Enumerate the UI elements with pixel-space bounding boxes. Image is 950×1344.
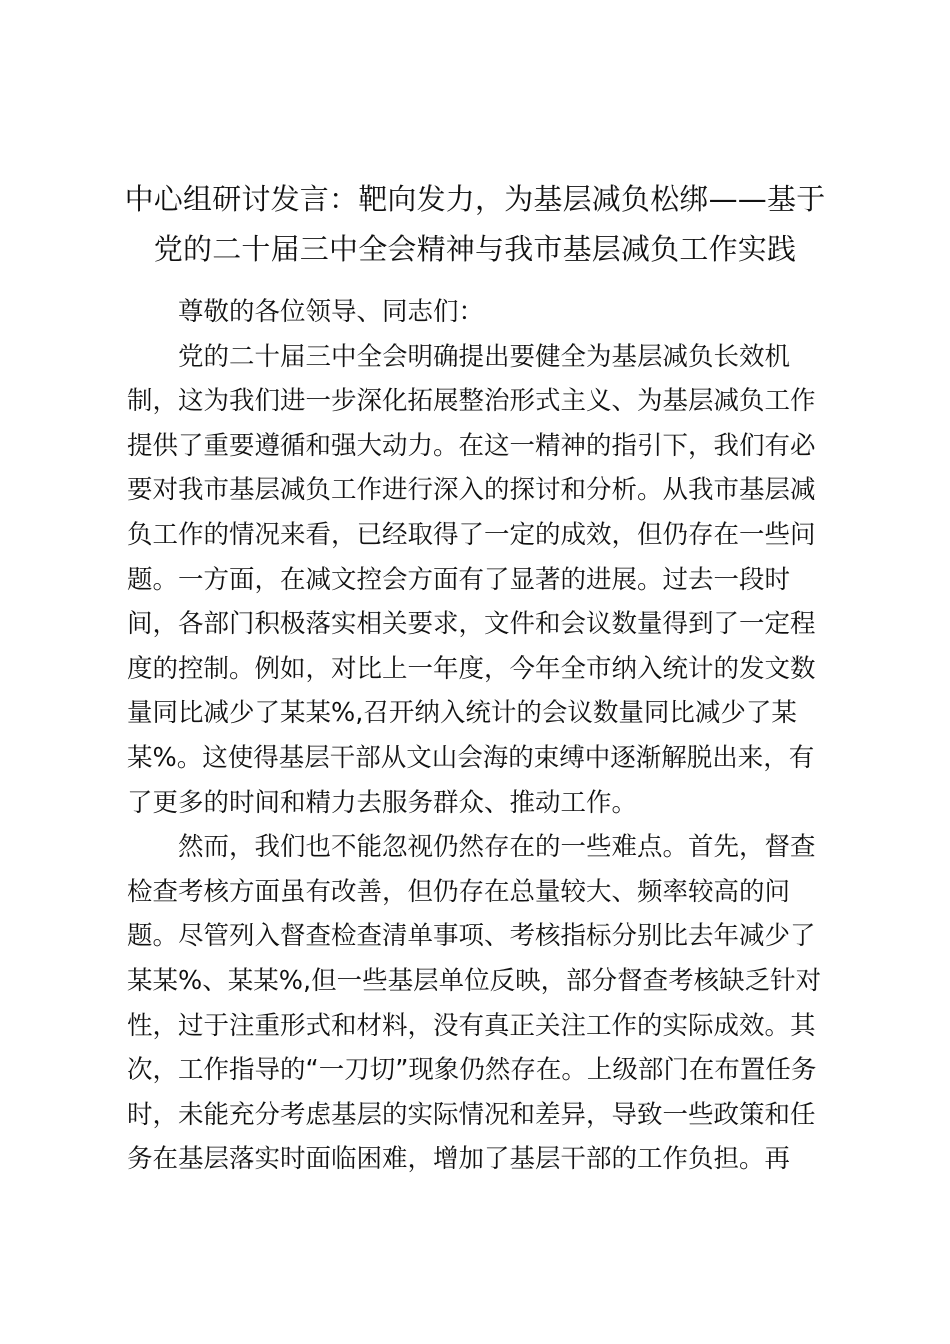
paragraph-line: 了更多的时间和精力去服务群众、推动工作。 xyxy=(127,787,638,818)
paragraph-line: 题。一方面，在减文控会方面有了显著的进展。过去一段时 xyxy=(127,564,791,595)
document-title xyxy=(110,174,840,274)
title-line-1: 中心组研讨发言：靶向发力，为基层减负松绑——基于 xyxy=(124,182,826,216)
paragraph-line: 然而，我们也不能忽视仍然存在的一些难点。首先，督查 xyxy=(178,832,816,863)
paragraph-line: 题。尽管列入督查检查清单事项、考核指标分别比去年减少了 xyxy=(127,921,816,952)
paragraph-line: 务在基层落实时面临困难，增加了基层干部的工作负担。再 xyxy=(127,1144,791,1175)
paragraph-line: 量同比减少了某某%,召开纳入统计的会议数量同比减少了某 xyxy=(127,698,797,729)
paragraph-line: 提供了重要遵循和强大动力。在这一精神的指引下，我们有必 xyxy=(127,430,816,461)
paragraph-line: 间，各部门积极落实相关要求，文件和会议数量得到了一定程 xyxy=(127,609,816,640)
paragraph-line: 度的控制。例如，对比上一年度，今年全市纳入统计的发文数 xyxy=(127,653,816,684)
paragraph-line: 某某%、某某%,但一些基层单位反映，部分督查考核缺乏针对 xyxy=(127,965,822,996)
paragraph-line: 性，过于注重形式和材料，没有真正关注工作的实际成效。其 xyxy=(127,1010,816,1041)
paragraph-2 xyxy=(127,825,823,1182)
salutation: 尊敬的各位领导、同志们： xyxy=(178,297,485,327)
paragraph-line: 党的二十届三中全会明确提出要健全为基层减负长效机 xyxy=(178,341,791,372)
paragraph-line: 某%。这使得基层干部从文山会海的束缚中逐渐解脱出来，有 xyxy=(127,742,815,773)
paragraph-line: 负工作的情况来看，已经取得了一定的成效，但仍存在一些问 xyxy=(127,519,816,550)
paragraph-line: 时，未能充分考虑基层的实际情况和差异，导致一些政策和任 xyxy=(127,1099,816,1130)
paragraph-line: 制，这为我们进一步深化拓展整治形式主义、为基层减负工作 xyxy=(127,386,816,417)
paragraph-1 xyxy=(127,335,823,826)
paragraph-line: 次，工作指导的“一刀切”现象仍然存在。上级部门在布置任务 xyxy=(127,1055,817,1086)
paragraph-line: 要对我市基层减负工作进行深入的探讨和分析。从我市基层减 xyxy=(127,475,816,506)
paragraph-line: 检查考核方面虽有改善，但仍存在总量较大、频率较高的问 xyxy=(127,876,791,907)
document-body xyxy=(127,290,823,1182)
title-line-2: 党的二十届三中全会精神与我市基层减负工作实践 xyxy=(153,232,797,266)
